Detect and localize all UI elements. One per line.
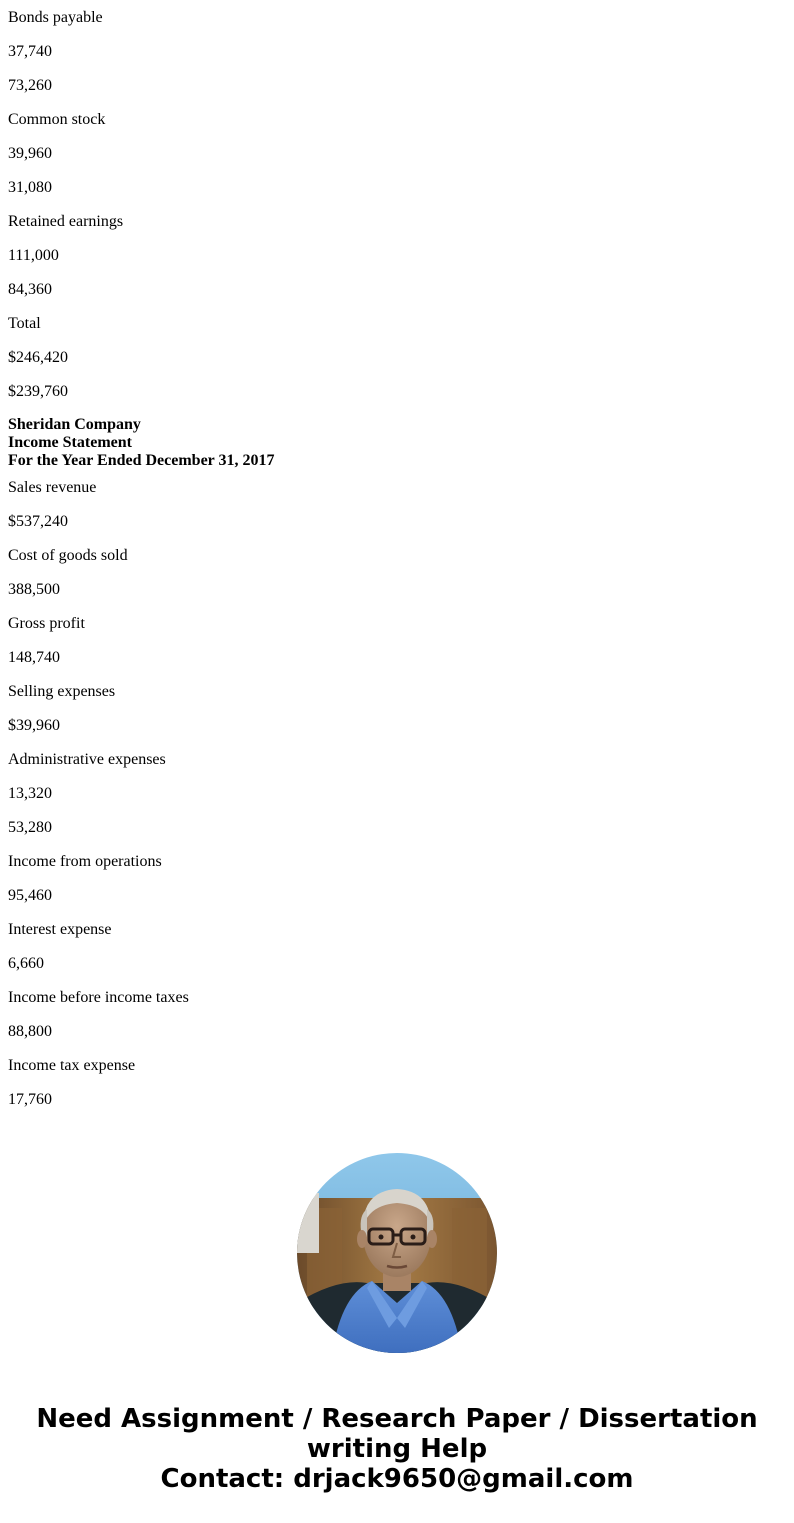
statement-line: 95,460 — [8, 887, 52, 904]
row-value: 73,260 — [8, 77, 52, 94]
row-value: $239,760 — [8, 383, 68, 400]
statement-line: 88,800 — [8, 1023, 52, 1040]
row-label: Common stock — [8, 111, 106, 128]
promo-line: writing Help — [306, 1434, 488, 1464]
promo-message — [0, 1404, 794, 1494]
income-statement-lines — [8, 470, 786, 1116]
row-value: 37,740 — [8, 43, 52, 60]
statement-line: Gross profit — [8, 615, 85, 632]
statement-period: For the Year Ended December 31, 2017 — [8, 452, 275, 469]
statement-title: Income Statement — [8, 434, 132, 451]
avatar — [297, 1153, 497, 1353]
statement-line: Selling expenses — [8, 683, 116, 700]
statement-line: Sales revenue — [8, 479, 97, 496]
statement-line: 6,660 — [8, 955, 44, 972]
statement-line: Interest expense — [8, 921, 112, 938]
row-value: 84,360 — [8, 281, 52, 298]
statement-line: Income before income taxes — [8, 989, 189, 1006]
balance-sheet-section — [8, 0, 786, 408]
statement-line: 148,740 — [8, 649, 60, 666]
statement-line: 17,760 — [8, 1091, 52, 1108]
statement-line: $39,960 — [8, 717, 60, 734]
statement-line: Income from operations — [8, 853, 162, 870]
income-statement-header — [8, 408, 786, 470]
statement-line: 53,280 — [8, 819, 52, 836]
company-name: Sheridan Company — [8, 416, 141, 433]
row-value: 111,000 — [8, 247, 59, 264]
statement-line: Cost of goods sold — [8, 547, 128, 564]
statement-line: $537,240 — [8, 513, 68, 530]
row-label: Total — [8, 315, 41, 332]
statement-line: 13,320 — [8, 785, 52, 802]
statement-line: Administrative expenses — [8, 751, 166, 768]
person-photo-icon — [297, 1153, 497, 1353]
row-value: 39,960 — [8, 145, 52, 162]
document-body — [8, 0, 786, 1116]
contact-line: Contact: drjack9650@gmail.com — [160, 1464, 634, 1494]
row-value: 31,080 — [8, 179, 52, 196]
promo-line: Need Assignment / Research Paper / Dissertation — [36, 1404, 758, 1434]
row-value: $246,420 — [8, 349, 68, 366]
statement-line: Income tax expense — [8, 1057, 136, 1074]
row-label: Bonds payable — [8, 9, 103, 26]
row-label: Retained earnings — [8, 213, 124, 230]
statement-line: 388,500 — [8, 581, 60, 598]
